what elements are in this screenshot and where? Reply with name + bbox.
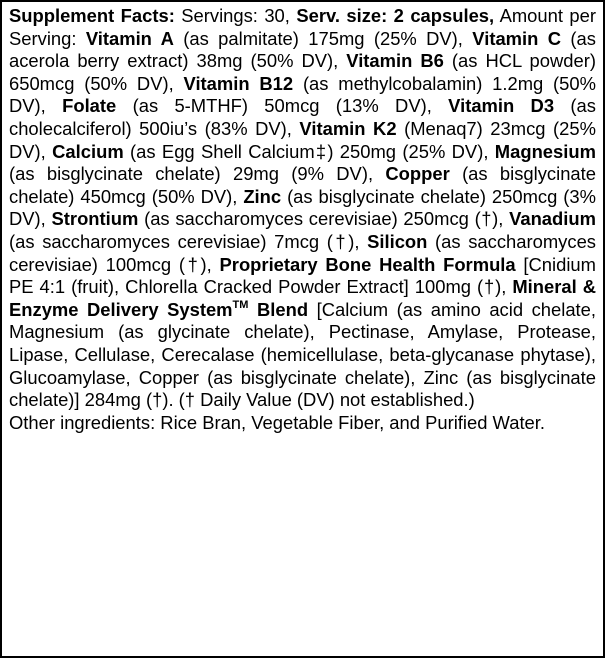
nutrient-name: Vitamin B6 <box>346 50 444 72</box>
serving-size: Serv. size: 2 capsules, <box>296 5 495 26</box>
nutrient-detail: (as acerola berry extract) 38mg (50% DV), <box>9 27 596 72</box>
amount-per-serving: Amount per Serving: <box>9 5 596 49</box>
nutrient-detail: (as Egg Shell Calcium‡) 250mg (25% DV), <box>130 140 489 162</box>
nutrient-name: Vitamin K2 <box>299 117 397 139</box>
nutrient-detail: (as palmitate) 175mg (25% DV), <box>183 27 463 49</box>
other-ingredients: Other ingredients: Rice Bran, Vegetable Fiber, and Purified Water. <box>9 411 546 433</box>
trademark-mark: TM <box>232 298 249 311</box>
nutrient-name: Folate <box>62 95 117 117</box>
nutrient-name: Zinc <box>243 185 282 207</box>
nutrient-name: Vitamin C <box>472 27 562 49</box>
nutrient-name: Proprietary Bone Health Formula <box>219 253 516 275</box>
nutrient-name: Calcium <box>52 140 124 162</box>
blend-detail: [Calcium (as amino acid chelate, Magnesium (as glycinate chelate), Pectinase, Amylase, Protease, Lipase, Cellulase, Cerecalase (hemicellulase, beta-glycanase phytase), Glucoamylase, Copper (as bisglycinate chelate), Zinc (as bisglycinate chelate)] 284mg (†). († Daily Value (DV) not established.) <box>9 298 596 411</box>
nutrient-name: Silicon <box>367 230 428 252</box>
facts-heading: Supplement Facts: <box>9 5 175 26</box>
blend-word: Blend <box>256 298 309 320</box>
nutrient-name: Vitamin A <box>85 27 174 49</box>
nutrient-detail: (as saccharomyces cerevisiae) 100mcg (†), <box>9 230 596 275</box>
nutrient-detail: (as saccharomyces cerevisiae) 250mcg (†), <box>144 208 504 230</box>
nutrient-detail: (as methylcobalamin) 1.2mg (50% DV), <box>9 72 596 117</box>
blend-name-text: Mineral & Enzyme Delivery System <box>9 276 596 320</box>
supplement-facts-text <box>9 5 596 412</box>
nutrient-name: Vitamin D3 <box>448 95 555 117</box>
nutrient-detail: (as cholecalciferol) 500iu’s (83% DV), <box>9 95 596 139</box>
nutrient-name: Magnesium <box>494 140 596 162</box>
servings-text: Servings: 30, <box>181 5 290 26</box>
nutrient-detail: (as HCL powder) 650mcg (50% DV), <box>9 50 596 94</box>
nutrient-detail: (as bisglycinate chelate) 250mcg (3% DV), <box>9 185 596 230</box>
nutrient-name: Vanadium <box>509 208 596 230</box>
nutrient-name: Vitamin B12 <box>183 72 294 94</box>
nutrient-detail: (as bisglycinate chelate) 450mcg (50% DV), <box>9 163 597 207</box>
nutrient-detail: (as saccharomyces cerevisiae) 7mcg (†), <box>9 230 360 252</box>
nutrient-detail: (Menaq7) 23mcg (25% DV), <box>9 117 596 162</box>
nutrient-name: Copper <box>385 163 450 185</box>
nutrient-name: Strontium <box>51 208 139 230</box>
nutrient-detail: [Cnidium PE 4:1 (fruit), Chlorella Cracked Powder Extract] 100mg (†), <box>9 253 596 298</box>
nutrient-detail: (as 5-MTHF) 50mcg (13% DV), <box>132 95 432 117</box>
nutrient-detail: (as bisglycinate chelate) 29mg (9% DV), <box>9 163 374 185</box>
